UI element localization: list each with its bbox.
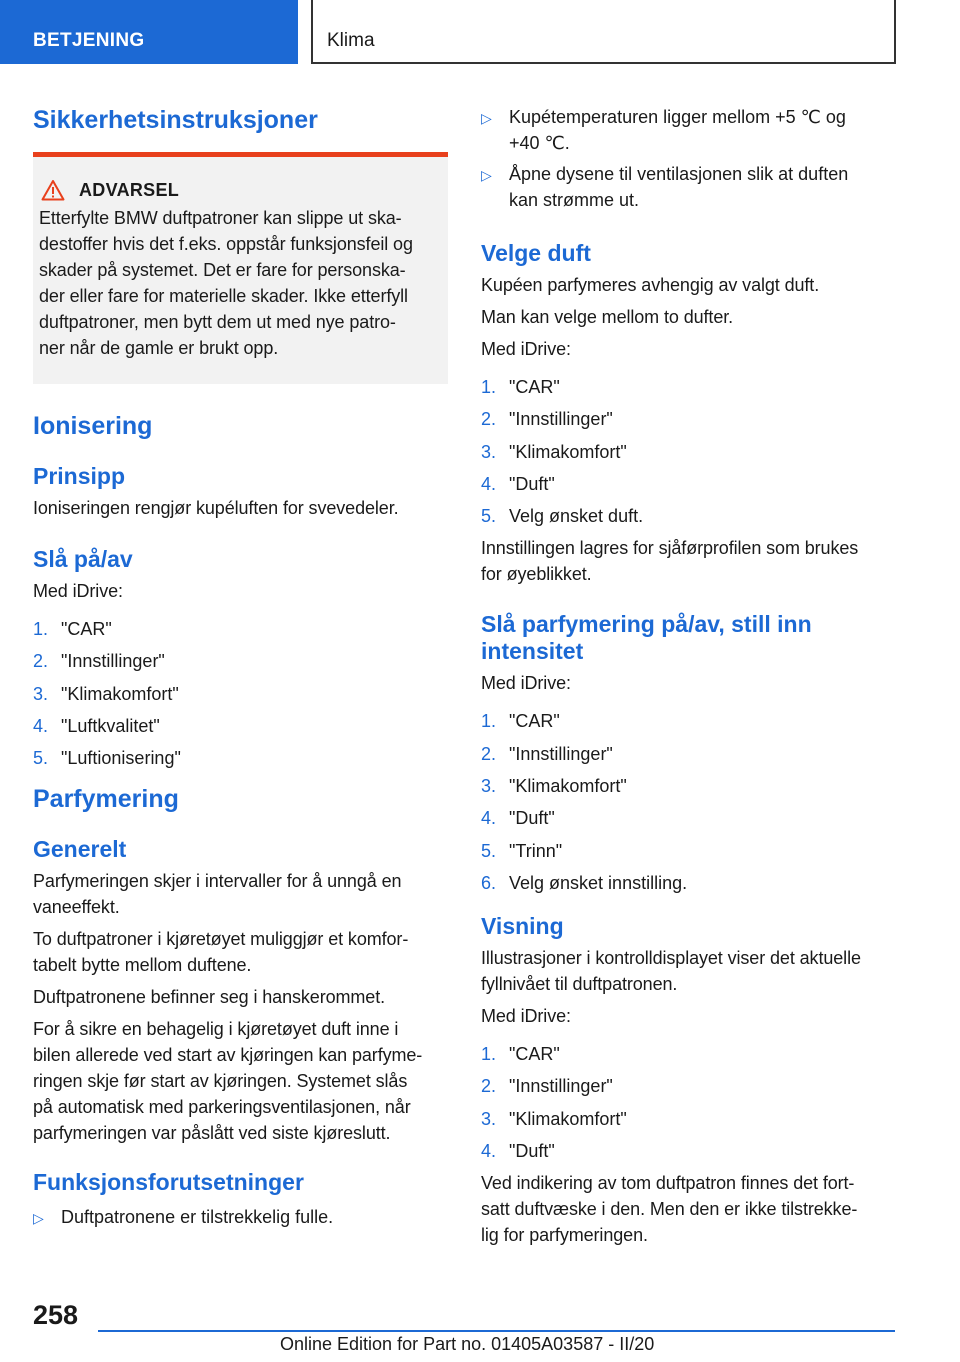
requirements-heading: Funksjonsforutsetninger (33, 1169, 304, 1196)
warning-line: ner når de gamle er brukt opp. (39, 338, 279, 358)
list-item (33, 648, 448, 674)
text-line: ringen skje før start av kjøringen. Systemet slås (33, 1071, 408, 1092)
requirements-list-continued (481, 104, 891, 213)
step-text: "Klimakomfort" (509, 776, 627, 797)
general-paragraph (33, 984, 448, 1010)
step-text: "Luftionisering" (61, 748, 181, 769)
list-item (33, 681, 448, 707)
display-heading: Visning (481, 912, 564, 939)
warning-box (33, 152, 448, 384)
list-item (481, 870, 891, 896)
step-text: Velg ønsket innstilling. (509, 872, 688, 893)
general-paragraph (33, 926, 448, 978)
text-line: Parfymeringen skjer i intervaller for å unngå en (33, 871, 402, 892)
text-line: tabelt bytte mellom duftene. (33, 955, 252, 976)
text-line: Duftpatronene befinner seg i hanskerommet. (33, 987, 386, 1008)
triangle-bullet-icon: ▷ (481, 167, 492, 183)
edition-text: Online Edition for Part no. 01405A03587 - II/20 (280, 1334, 655, 1354)
step-text: "CAR" (509, 1043, 560, 1064)
warning-line: destoffer hvis det f.eks. oppstår funksjonsfeil og (39, 234, 413, 254)
step-number: 5. (481, 506, 497, 527)
principle-text: Ioniseringen rengjør kupéluften for svevedeler. (33, 498, 399, 518)
text-line: vaneeffekt. (33, 897, 120, 918)
bullet-text: +40 ℃. (509, 133, 570, 153)
list-item (481, 838, 891, 864)
text-line: To duftpatroner i kjøretøyet muliggjør et komfor- (33, 929, 409, 950)
step-text: "Klimakomfort" (509, 1108, 627, 1129)
text-line: satt duftvæske i den. Men den er ikke tilstrekke- (481, 1199, 858, 1220)
choose-scent-intro: Med iDrive: (481, 339, 571, 359)
step-number: 4. (33, 715, 49, 736)
list-item (33, 1204, 448, 1231)
step-number: 2. (33, 651, 49, 672)
list-item (481, 1106, 891, 1132)
step-text: "CAR" (61, 619, 112, 639)
text-line: Illustrasjoner i kontrolldisplayet viser det aktuelle (481, 947, 861, 968)
step-number: 5. (33, 748, 49, 769)
step-number: 2. (481, 409, 497, 430)
step-number: 2. (481, 1076, 497, 1097)
triangle-bullet-icon: ▷ (481, 110, 492, 126)
display-intro: Med iDrive: (481, 1005, 571, 1026)
perfume-heading: Parfymering (33, 785, 179, 814)
warning-title (39, 177, 442, 203)
text-line: Ved indikering av tom duftpatron finnes det fort- (481, 1173, 855, 1194)
page-number: 258 (33, 1300, 79, 1330)
display-steps (481, 1041, 891, 1164)
warning-line: duftpatroner, men bytt dem ut med nye patro- (39, 312, 396, 332)
text-line: lig for parfymeringen. (481, 1225, 648, 1246)
list-item (33, 616, 448, 642)
list-item (481, 773, 891, 799)
right-column (481, 104, 891, 1248)
step-text: "Duft" (509, 473, 555, 494)
step-number: 4. (481, 1140, 497, 1161)
left-column (33, 100, 448, 1236)
step-number: 1. (481, 711, 497, 732)
list-item (481, 1138, 891, 1164)
general-heading: Generelt (33, 836, 127, 863)
step-number: 1. (33, 619, 49, 639)
display-text (481, 945, 891, 997)
warning-line: der eller fare for materielle skader. Ikke etterfyll (39, 286, 408, 306)
step-text: "Innstillinger" (509, 1076, 613, 1097)
step-text: "CAR" (509, 711, 560, 732)
general-paragraph (33, 868, 448, 920)
list-item (481, 406, 891, 432)
warning-label: ADVARSEL (79, 179, 180, 200)
step-text: "Trinn" (509, 840, 563, 861)
heading-line: intensitet (481, 638, 584, 665)
heading-line: Slå parfymering på/av, still inn (481, 611, 812, 638)
list-item (481, 708, 891, 734)
step-text: "Duft" (509, 1140, 555, 1161)
step-text: "Innstillinger" (509, 743, 613, 764)
onoff-steps (33, 616, 448, 771)
step-number: 2. (481, 743, 497, 764)
step-number: 4. (481, 473, 497, 494)
step-text: "Duft" (509, 808, 555, 829)
choose-scent-heading: Velge duft (481, 240, 591, 266)
step-text: "Luftkvalitet" (61, 715, 160, 736)
display-note (481, 1170, 891, 1248)
step-text: "Innstillinger" (61, 651, 165, 672)
section-tab: BETJENING (0, 0, 298, 64)
onoff-heading: Slå på/av (33, 546, 133, 572)
list-item (481, 1073, 891, 1099)
list-item (481, 503, 891, 529)
general-paragraph (33, 1016, 448, 1146)
step-number: 3. (481, 776, 497, 797)
list-item (481, 805, 891, 831)
list-item (481, 471, 891, 497)
ionisation-heading: Ionisering (33, 412, 153, 440)
list-item (481, 439, 891, 465)
requirements-list (33, 1204, 448, 1231)
warning-line: skader på systemet. Det er fare for personska- (39, 260, 406, 280)
choose-scent-text: Kupéen parfymeres avhengig av valgt duft. (481, 275, 820, 295)
page-header (0, 0, 960, 66)
step-text: Velg ønsket duft. (509, 506, 644, 527)
choose-scent-text: Man kan velge mellom to dufter. (481, 307, 734, 327)
list-item (481, 741, 891, 767)
safety-heading: Sikkerhetsinstruksjoner (33, 106, 318, 134)
step-number: 1. (481, 1043, 497, 1064)
choose-scent-note (481, 535, 891, 587)
triangle-bullet-icon: ▷ (33, 1210, 44, 1227)
list-item (33, 713, 448, 739)
text-line: Innstillingen lagres for sjåførprofilen som brukes (481, 538, 859, 559)
intensity-intro: Med iDrive: (481, 673, 571, 694)
text-line: for øyeblikket. (481, 564, 592, 585)
list-item (481, 104, 891, 156)
text-line: på automatisk med parkeringsventilasjonen, når (33, 1097, 411, 1118)
step-number: 4. (481, 808, 497, 829)
bullet-text: Duftpatronene er tilstrekkelig fulle. (61, 1207, 334, 1228)
bullet-text: Åpne dysene til ventilasjonen slik at duften (509, 164, 849, 184)
step-number: 5. (481, 840, 497, 861)
step-text: "Klimakomfort" (61, 683, 179, 704)
chapter-tab: Klima (311, 0, 896, 64)
intensity-steps (481, 708, 891, 895)
text-line: parfymeringen var påslått ved siste kjøreslutt. (33, 1123, 391, 1144)
principle-heading: Prinsipp (33, 463, 126, 489)
step-number: 3. (481, 1108, 497, 1129)
text-line: fyllnivået til duftpatronen. (481, 973, 678, 994)
step-number: 3. (481, 441, 497, 462)
choose-scent-steps (481, 374, 891, 529)
list-item (481, 1041, 891, 1067)
bullet-text: Kupétemperaturen ligger mellom +5 ℃ og (509, 107, 846, 127)
step-number: 1. (481, 377, 497, 397)
step-number: 6. (481, 872, 497, 893)
list-item (481, 374, 891, 400)
warning-line: Etterfylte BMW duftpatroner kan slippe ut ska- (39, 208, 402, 228)
list-item (33, 745, 448, 771)
step-text: "CAR" (509, 377, 560, 397)
footer-divider (98, 1330, 895, 1332)
onoff-intro: Med iDrive: (33, 581, 123, 601)
step-number: 3. (33, 683, 49, 704)
warning-triangle-icon (41, 179, 65, 201)
step-text: "Innstillinger" (509, 409, 613, 430)
list-item (481, 161, 891, 213)
bullet-text: kan strømme ut. (509, 190, 640, 210)
step-text: "Klimakomfort" (509, 441, 627, 462)
text-line: bilen allerede ved start av kjøringen kan parfyme- (33, 1045, 423, 1066)
text-line: For å sikre en behagelig i kjøretøyet duft inne i (33, 1019, 399, 1040)
intensity-heading (481, 611, 891, 665)
